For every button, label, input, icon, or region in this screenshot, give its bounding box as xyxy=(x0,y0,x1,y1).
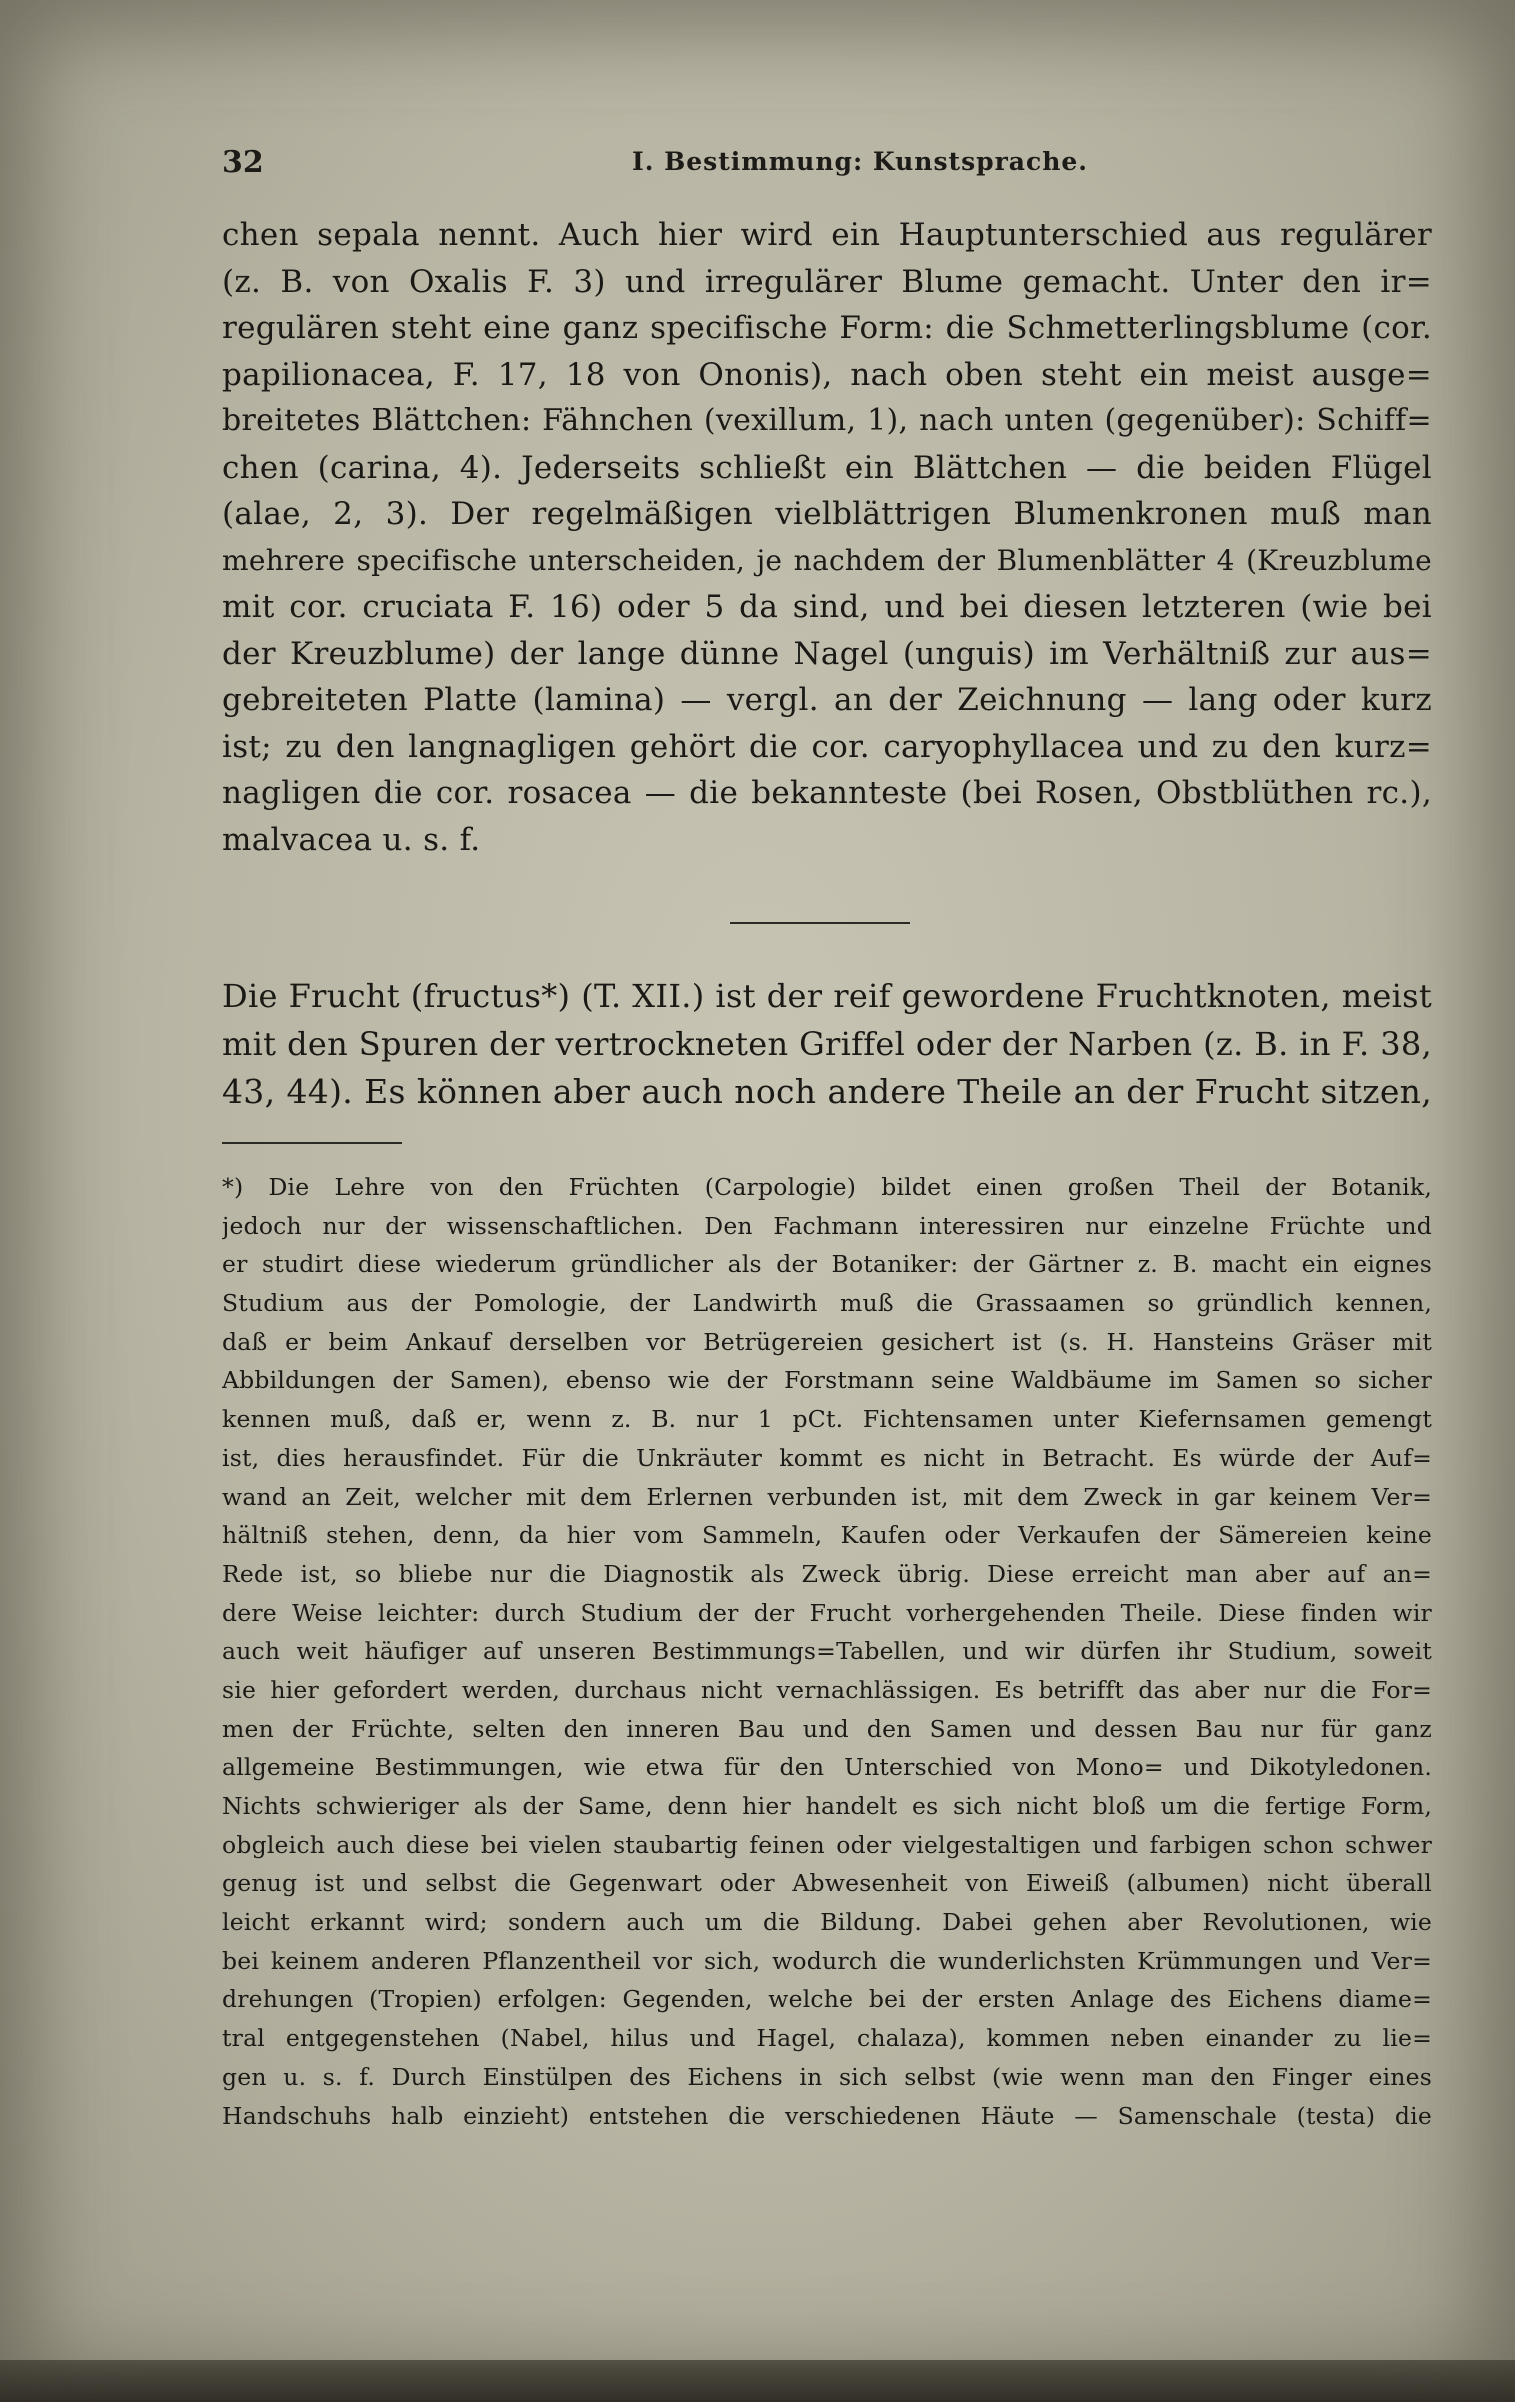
running-title: I. Bestimmung: Kunstsprache. xyxy=(632,147,1089,176)
text-line: nagligen die cor. rosacea — die bekannteste (bei Rosen, Obstblüthen rc.), xyxy=(222,775,1432,811)
text-line: mehrere specifische unterscheiden, je nachdem der Blumenblätter 4 (Kreuzblume xyxy=(222,543,1432,577)
footnote-line: er studirt diese wiederum gründlicher als der Botaniker: der Gärtner z. B. macht ein eignes xyxy=(222,1250,1432,1279)
text-line: papilionacea, F. 17, 18 von Ononis), nach oben steht ein meist ausge= xyxy=(222,356,1432,393)
text-line: gebreiteten Platte (lamina) — vergl. an der Zeichnung — lang oder kurz xyxy=(222,682,1432,718)
footnote-block xyxy=(222,1168,1432,2135)
footnote-rule xyxy=(222,1142,402,1144)
page-number: 32 xyxy=(222,145,264,180)
footnote-line: *) Die Lehre von den Früchten (Carpologie) bildet einen großen Theil der Botanik, xyxy=(222,1173,1432,1201)
text-line: Die Frucht (fructus*) (T. XII.) ist der reif gewordene Fruchtknoten, meist xyxy=(222,977,1432,1015)
text-line: regulären steht eine ganz specifische Form: die Schmetterlingsblume (cor. xyxy=(222,310,1432,346)
footnote-line: Rede ist, so bliebe nur die Diagnostik als Zweck übrig. Diese erreicht man aber auf an= xyxy=(222,1559,1432,1588)
text-line: breitetes Blättchen: Fähnchen (vexillum, 1), nach unten (gegenüber): Schiff= xyxy=(222,403,1432,438)
footnote-line: Abbildungen der Samen), ebenso wie der Forstmann seine Waldbäume im Samen so sicher xyxy=(222,1366,1432,1395)
footnote-line: sie hier gefordert werden, durchaus nicht vernachlässigen. Es betrifft das aber nur die For= xyxy=(222,1675,1432,1704)
footnote-line: drehungen (Tropien) erfolgen: Gegenden, welche bei der ersten Anlage des Eichens diame= xyxy=(222,1985,1432,2014)
footnote-line: jedoch nur der wissenschaftlichen. Den Fachmann interessiren nur einzelne Früchte und xyxy=(222,1211,1432,1240)
text-line: mit cor. cruciata F. 16) oder 5 da sind, und bei diesen letzteren (wie bei xyxy=(222,589,1432,625)
text-line: chen sepala nennt. Auch hier wird ein Hauptunterschied aus regulärer xyxy=(222,217,1432,253)
fruit-section xyxy=(222,972,1432,1116)
footnote-line: leicht erkannt wird; sondern auch um die Bildung. Dabei gehen aber Revolutionen, wie xyxy=(222,1908,1432,1937)
footnote-line: gen u. s. f. Durch Einstülpen des Eichens in sich selbst (wie wenn man den Finger eines xyxy=(222,2062,1432,2091)
footnote-line: kennen muß, daß er, wenn z. B. nur 1 pCt. Fichtensamen unter Kiefernsamen gemengt xyxy=(222,1405,1432,1434)
text-line: der Kreuzblume) der lange dünne Nagel (unguis) im Verhältniß zur aus= xyxy=(222,635,1432,672)
footnote-line: hältniß stehen, denn, da hier vom Sammeln, Kaufen oder Verkaufen der Sämereien keine xyxy=(222,1521,1432,1550)
footnote-line: Studium aus der Pomologie, der Landwirth muß die Grassaamen so gründlich kennen, xyxy=(222,1289,1432,1318)
footnote-line: bei keinem anderen Pflanzentheil vor sich, wodurch die wunderlichsten Krümmungen und Ver= xyxy=(222,1946,1432,1975)
main-text-block xyxy=(222,212,1432,863)
text-line: 43, 44). Es können aber auch noch andere Theile an der Frucht sitzen, xyxy=(222,1072,1432,1111)
footnote-line: genug ist und selbst die Gegenwart oder Abwesenheit von Eiweiß (albumen) nicht überall xyxy=(222,1869,1432,1898)
footnote-line: obgleich auch diese bei vielen staubartig feinen oder vielgestaltigen und farbigen schon schwer xyxy=(222,1830,1432,1859)
footnote-line: tral entgegenstehen (Nabel, hilus und Hagel, chalaza), kommen neben einander zu lie= xyxy=(222,2024,1432,2053)
text-line: ist; zu den langnagligen gehört die cor. caryophyllacea und zu den kurz= xyxy=(222,728,1432,765)
text-line: mit den Spuren der vertrockneten Griffel oder der Narben (z. B. in F. 38, xyxy=(222,1025,1432,1063)
footnote-line: Nichts schwieriger als der Same, denn hier handelt es sich nicht bloß um die fertige Form, xyxy=(222,1792,1432,1820)
footnote-line: auch weit häufiger auf unseren Bestimmungs=Tabellen, und wir dürfen ihr Studium, soweit xyxy=(222,1637,1432,1666)
text-line: (z. B. von Oxalis F. 3) und irregulärer Blume gemacht. Unter den ir= xyxy=(222,263,1432,300)
footnote-line: ist, dies herausfindet. Für die Unkräuter kommt es nicht in Betracht. Es würde der Auf= xyxy=(222,1443,1432,1472)
running-head xyxy=(222,145,1432,185)
footnote-line: wand an Zeit, welcher mit dem Erlernen verbunden ist, mit dem Zweck in gar keinem Ver= xyxy=(222,1482,1432,1511)
footnote-line: daß er beim Ankauf derselben vor Betrügereien gesichert ist (s. H. Hansteins Gräser mit xyxy=(222,1327,1432,1356)
text-line: (alae, 2, 3). Der regelmäßigen vielblättrigen Blumenkronen muß man xyxy=(222,496,1432,532)
footnote-line: dere Weise leichter: durch Studium der der Frucht vorhergehenden Theile. Diese finden wir xyxy=(222,1598,1432,1627)
footnote-line: Handschuhs halb einzieht) entstehen die verschiedenen Häute — Samenschale (testa) die xyxy=(222,2101,1432,2130)
footnote-line: allgemeine Bestimmungen, wie etwa für den Unterschied von Mono= und Dikotyledonen. xyxy=(222,1753,1432,1782)
section-divider xyxy=(730,922,910,924)
text-line: chen (carina, 4). Jederseits schließt ein Blättchen — die beiden Flügel xyxy=(222,449,1432,486)
page-bottom-edge xyxy=(0,2360,1515,2402)
footnote-line: men der Früchte, selten den inneren Bau und den Samen und dessen Bau nur für ganz xyxy=(222,1714,1432,1743)
text-line: malvacea u. s. f. xyxy=(222,821,481,858)
